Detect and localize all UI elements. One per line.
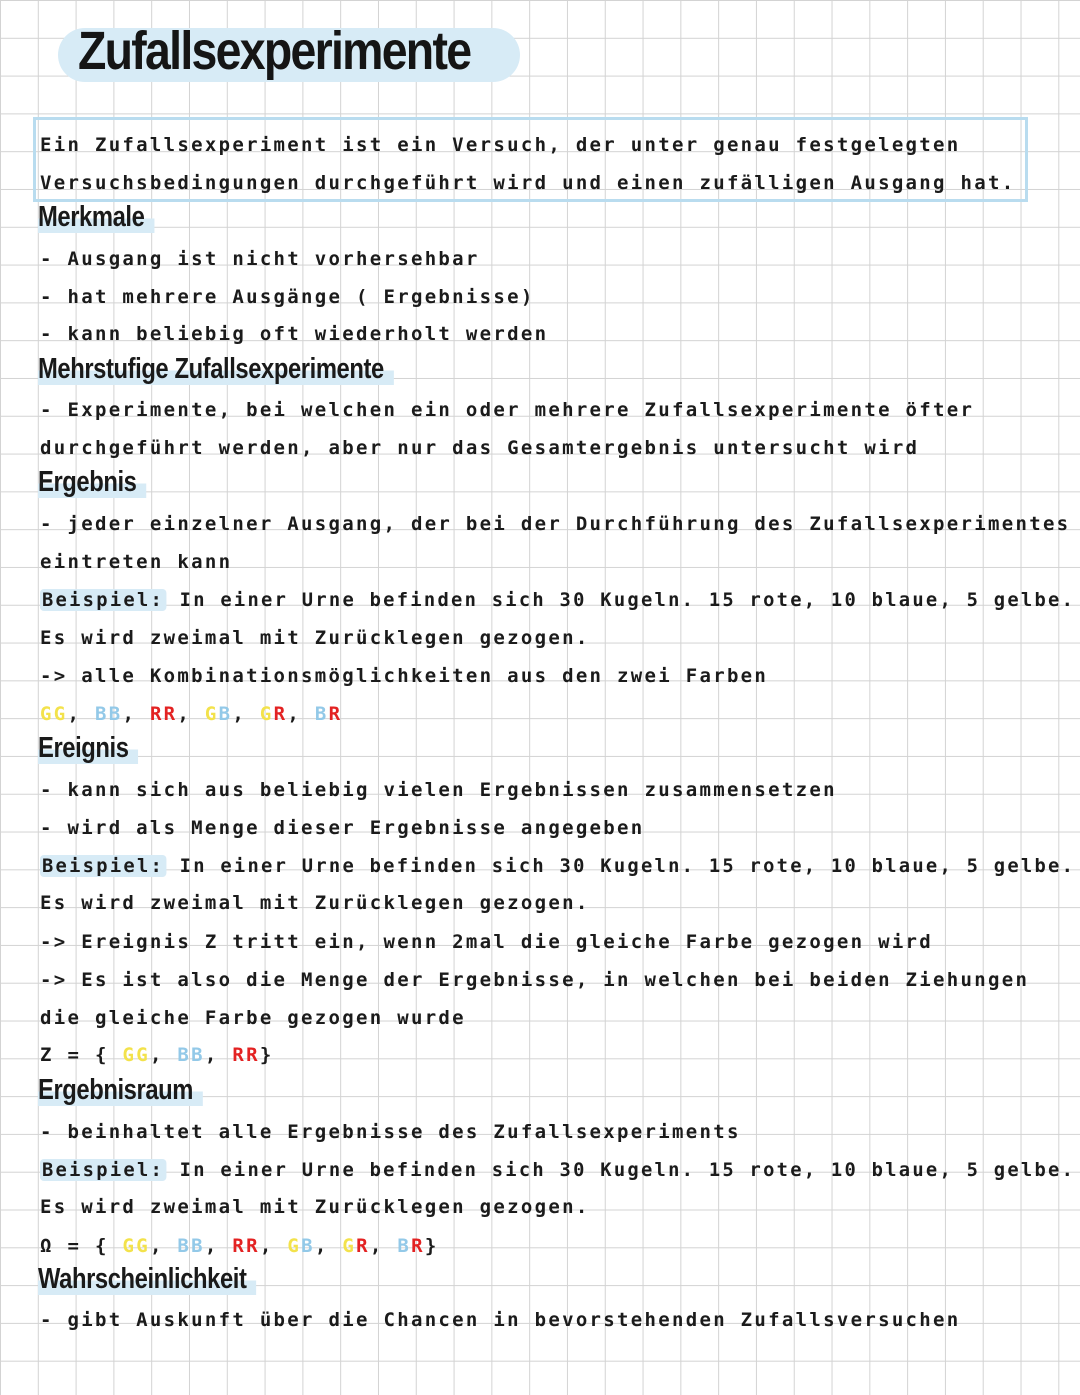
merkmale-item-1: - Ausgang ist nicht vorhersehbar: [40, 248, 480, 270]
ereignis-line-6: -> Es ist also die Menge der Ergebnisse, in welchen bei beiden Ziehungen: [40, 969, 1030, 991]
set-rr: RR: [232, 1044, 260, 1066]
outcome-gb: GB: [204, 703, 233, 725]
beispiel-text: In einer Urne befinden sich 30 Kugeln. 15 rote, 10 blaue, 5 gelbe.: [166, 1159, 1076, 1181]
ereignis-line-1: - kann sich aus beliebig vielen Ergebnissen zusammensetzen: [40, 779, 837, 801]
omega-gb: GB: [287, 1235, 315, 1257]
heading-ergebnis: Ergebnis: [38, 465, 146, 499]
omega-gr: GR: [342, 1235, 370, 1257]
definition-line-2: Versuchsbedingungen durchgeführt wird und einen zufälligen Ausgang hat.: [40, 172, 1016, 194]
outcome-gr: GR: [259, 703, 288, 725]
set-gg: GG: [122, 1044, 150, 1066]
ergebnisraum-set: Ω = { GG, BB, RR, GB, GR, BR}: [40, 1235, 439, 1257]
outcome-bb: BB: [94, 703, 123, 725]
page-title: Zufallsexperimente: [78, 21, 471, 81]
ergebnis-line-1: - jeder einzelner Ausgang, der bei der Durchführung des Zufallsexperimentes: [40, 513, 1071, 535]
heading-merkmale: Merkmale: [38, 200, 154, 234]
outcome-rr: RR: [149, 703, 178, 725]
ergebnisraum-line-1: - beinhaltet alle Ergebnisse des Zufallsexperiments: [40, 1121, 741, 1143]
ergebnisraum-beispiel: [40, 1158, 1075, 1182]
wahrscheinlichkeit-line-1: - gibt Auskunft über die Chancen in bevorstehenden Zufallsversuchen: [40, 1309, 961, 1331]
omega-gg: GG: [122, 1235, 150, 1257]
ereignis-line-7: die gleiche Farbe gezogen wurde: [40, 1007, 466, 1029]
omega-rr: RR: [232, 1235, 260, 1257]
ereignis-set: Z = { GG, BB, RR}: [40, 1044, 274, 1066]
outcome-br: BR: [314, 703, 343, 725]
merkmale-item-2: - hat mehrere Ausgänge ( Ergebnisse): [40, 286, 535, 308]
outcome-gg: GG: [40, 703, 68, 725]
heading-ereignis: Ereignis: [38, 731, 138, 765]
merkmale-item-3: - kann beliebig oft wiederholt werden: [40, 323, 549, 345]
omega-br: BR: [397, 1235, 425, 1257]
ereignis-line-4: Es wird zweimal mit Zurücklegen gezogen.: [40, 892, 590, 914]
ergebnis-line-2: eintreten kann: [40, 551, 233, 573]
beispiel-text: In einer Urne befinden sich 30 Kugeln. 15 rote, 10 blaue, 5 gelbe.: [166, 589, 1076, 611]
ergebnis-beispiel: [40, 588, 1075, 612]
beispiel-label: Beispiel:: [41, 855, 165, 877]
set-bb: BB: [177, 1044, 205, 1066]
beispiel-label: Beispiel:: [41, 589, 165, 611]
ereignis-beispiel: [40, 854, 1075, 878]
heading-mehrstufig: Mehrstufige Zufallsexperimente: [38, 352, 394, 386]
ereignis-line-2: - wird als Menge dieser Ergebnisse angegeben: [40, 817, 645, 839]
heading-ergebnisraum: Ergebnisraum: [38, 1073, 203, 1107]
omega-bb: BB: [177, 1235, 205, 1257]
definition-line-1: Ein Zufallsexperiment ist ein Versuch, der unter genau festgelegten: [40, 134, 961, 156]
beispiel-label: Beispiel:: [41, 1159, 165, 1181]
ergebnis-line-5: -> alle Kombinationsmöglichkeiten aus den zwei Farben: [40, 665, 769, 687]
mehrstufig-line-2: durchgeführt werden, aber nur das Gesamtergebnis untersucht wird: [40, 437, 920, 459]
heading-wahrscheinlichkeit: Wahrscheinlichkeit: [38, 1262, 256, 1296]
mehrstufig-line-1: - Experimente, bei welchen ein oder mehrere Zufallsexperimente öfter: [40, 399, 975, 421]
ergebnisraum-line-3: Es wird zweimal mit Zurücklegen gezogen.: [40, 1196, 590, 1218]
ergebnis-outcomes: GG, BB, RR, GB, GR, BR: [40, 703, 343, 725]
beispiel-text: In einer Urne befinden sich 30 Kugeln. 15 rote, 10 blaue, 5 gelbe.: [166, 855, 1076, 877]
ereignis-line-5: -> Ereignis Z tritt ein, wenn 2mal die gleiche Farbe gezogen wird: [40, 931, 934, 953]
ergebnis-line-4: Es wird zweimal mit Zurücklegen gezogen.: [40, 627, 590, 649]
